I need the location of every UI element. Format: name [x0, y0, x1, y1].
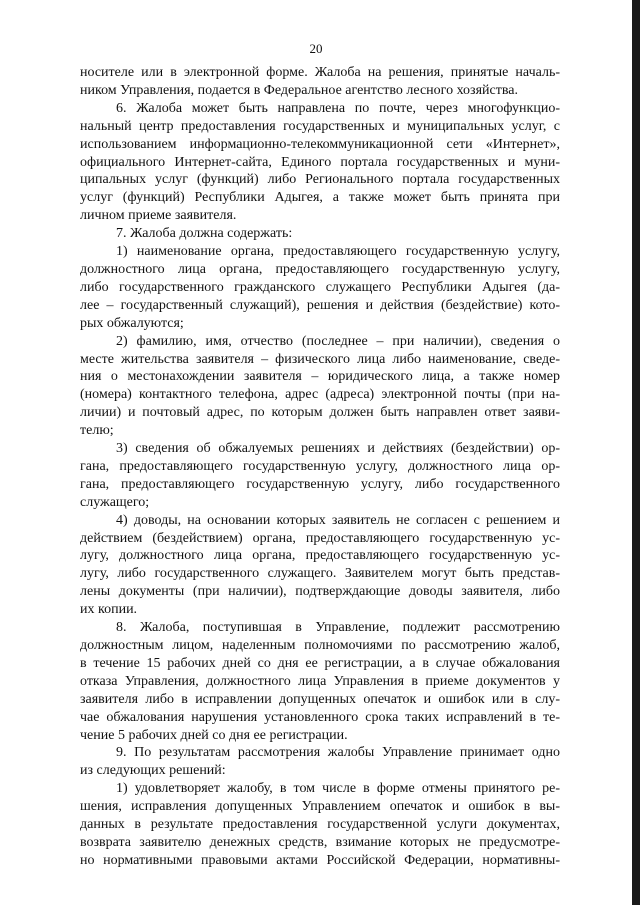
text-line: 6. Жалоба может быть направлена по почте, через многофункцио- [116, 100, 560, 116]
text-line: возврата заявителю денежных средств, взимание которых не предусмотре- [80, 834, 560, 850]
text-line: шения, исправления допущенных Управлением опечаток и ошибок в вы- [80, 799, 560, 815]
text-line: гана, предоставляющего государственную услугу, либо государственного [80, 476, 560, 492]
text-line: но нормативными правовыми актами Российской Федерации, нормативны- [80, 852, 560, 868]
text-line: служащего; [80, 494, 150, 510]
text-line: 8. Жалоба, поступившая в Управление, подлежит рассмотрению [116, 620, 560, 636]
text-line: гана, предоставляющего государственную услугу, должностного лица ор- [80, 458, 560, 474]
text-line: 9. По результатам рассмотрения жалобы Управление принимает одно [116, 745, 560, 761]
paragraph [80, 744, 560, 780]
text-line: месте жительства заявителя – физического лица либо наименование, сведе- [80, 351, 560, 367]
text-line: личии) и почтовый адрес, по которым должен быть направлен ответ заяви- [80, 405, 560, 421]
text-line: из следующих решений: [80, 763, 226, 779]
text-line: рых обжалуются; [80, 315, 184, 331]
page-number: 20 [309, 41, 323, 56]
text-line: ципальных услуг (функций) либо Регионального портала государственных [80, 172, 560, 188]
text-line: данных в результате предоставления государственной услуги документах, [80, 817, 560, 833]
paragraph [80, 780, 560, 870]
text-line: чае обжалования нарушения установленного срока таких исправлений в те- [80, 709, 560, 725]
paragraph [80, 440, 560, 512]
text-line: 7. Жалоба должна содержать: [116, 226, 293, 242]
text-line: услуг (функций) Республики Адыгея, а также может быть принята при [80, 190, 560, 206]
paragraph [80, 619, 560, 744]
text-line: 3) сведения об обжалуемых решениях и действиях (бездействии) ор- [116, 441, 560, 457]
text-line: носителе или в электронной форме. Жалоба на решения, принятые началь- [80, 65, 560, 80]
text-line: ния о местонахождении заявителя – юридического лица, а также номер [80, 369, 560, 385]
text-line: действием (бездействием) органа, предоставляющего государственную ус- [80, 530, 560, 546]
text-line: телю; [80, 423, 114, 439]
text-line: ником Управления, подается в Федеральное агентство лесного хозяйства. [80, 82, 518, 98]
text-line: 2) фамилию, имя, отчество (последнее – при наличии), сведения о [116, 333, 560, 349]
text-line: в течение 15 рабочих дней со дня ее регистрации, а в случае обжалования [80, 655, 560, 671]
text-line: 1) наименование органа, предоставляющего государственную услугу, [116, 244, 560, 260]
text-line: лугу, должностного лица органа, предоставляющего государственную ус- [80, 548, 560, 564]
text-line: либо государственного гражданского служащего Республики Адыгея (да- [80, 279, 560, 295]
paragraph [80, 64, 560, 100]
text-line: лее – государственный служащий), решения и действия (бездействие) кото- [80, 297, 560, 313]
text-line: лены документы (при наличии), подтверждающие доводы заявителя, либо [80, 584, 560, 600]
text-line: должностного лица органа, предоставляющего государственную услугу, [80, 261, 560, 277]
paragraph [80, 512, 560, 619]
text-line: 1) удовлетворяет жалобу, в том числе в форме отмены принятого ре- [116, 781, 560, 797]
text-line: официального Интернет-сайта, Единого портала государственных и муни- [80, 154, 560, 170]
text-line: лугу, либо государственного служащего. Заявителем могут быть представ- [80, 566, 560, 582]
text-line: нальный центр предоставления государственных и муниципальных услуг, с [80, 118, 560, 134]
document-body [80, 64, 560, 870]
paragraph [80, 333, 560, 440]
text-line: (номера) контактного телефона, адрес (адреса) электронной почты (при на- [80, 387, 560, 403]
text-line: 4) доводы, на основании которых заявитель не согласен с решением и [116, 512, 560, 528]
text-line: должностным лицом, наделенным полномочиями по рассмотрению жалоб, [80, 638, 560, 653]
paragraph [80, 100, 560, 225]
text-line: чение 5 рабочих дней со дня ее регистрации. [80, 727, 348, 743]
paragraph [80, 243, 560, 333]
text-line: личном приеме заявителя. [80, 208, 237, 224]
text-line: отказа Управления, должностного лица Управления в приеме документов у [80, 673, 560, 689]
text-line: использованием информационно-телекоммуникационной сети «Интернет», [80, 136, 560, 152]
paragraph [80, 225, 560, 243]
text-line: заявителя либо в исправлении допущенных опечаток и ошибок или в слу- [80, 691, 560, 707]
text-line: их копии. [80, 602, 138, 618]
